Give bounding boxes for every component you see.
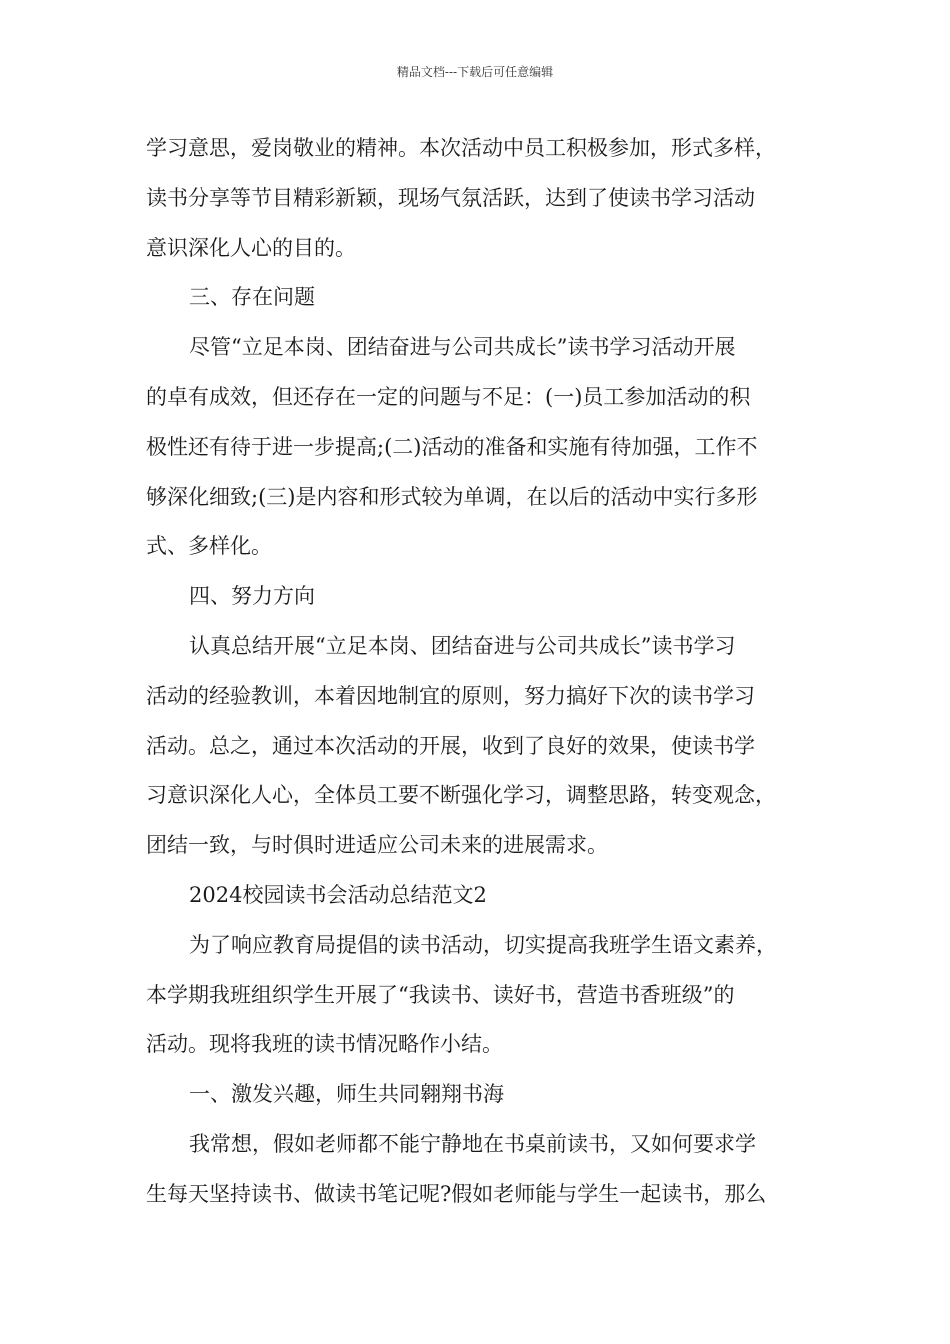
text-line: 够深化细致;(三)是内容和形式较为单调，在以后的活动中实行多形 (146, 484, 758, 509)
text-line: 学习意思，爱岗敬业的精神。本次活动中员工积极参加，形式多样， (146, 136, 776, 160)
text-line: 读书分享等节目精彩新颖，现场气氛活跃，达到了使读书学习活动 (146, 185, 755, 210)
text-line: 我常想，假如老师都不能宁静地在书桌前读书，又如何要求学 (189, 1131, 756, 1156)
text-line: 为了响应教育局提倡的读书活动，切实提高我班学生语文素养， (189, 932, 777, 957)
text-line: 活动。现将我班的读书情况略作小结。 (146, 1032, 503, 1057)
section-heading: 四、努力方向 (189, 584, 315, 609)
text-line: 式、多样化。 (146, 534, 272, 559)
text-line: 认真总结开展“立足本岗、团结奋进与公司共成长”读书学习 (189, 633, 736, 658)
text-line: 的卓有成效，但还存在一定的问题与不足：(一)员工参加活动的积 (146, 384, 751, 409)
text-line: 团结一致，与时俱时进适应公司未来的进展需求。 (146, 833, 608, 858)
text-line: 本学期我班组织学生开展了“我读书、读好书，营造书香班级”的 (146, 982, 735, 1007)
section-heading: 三、存在问题 (189, 285, 315, 310)
page-header: 精品文档---下载后可任意编辑 (396, 65, 554, 79)
document-title: 2024校园读书会活动总结范文2 (189, 882, 487, 907)
document-body (146, 124, 836, 1220)
text-line: 极性还有待于进一步提高;(二)活动的准备和实施有待加强，工作不 (146, 434, 758, 459)
text-line: 尽管“立足本岗、团结奋进与公司共成长”读书学习活动开展 (189, 335, 736, 360)
text-line: 活动的经验教训，本着因地制宜的原则，努力搞好下次的读书学习 (146, 683, 755, 708)
text-line: 习意识深化人心，全体员工要不断强化学习，调整思路，转变观念， (146, 783, 776, 808)
text-line: 活动。总之，通过本次活动的开展，收到了良好的效果，使读书学 (146, 733, 755, 758)
text-line: 生每天坚持读书、做读书笔记呢?假如老师能与学生一起读书，那么 (146, 1181, 767, 1206)
section-heading: 一、激发兴趣，师生共同翱翔书海 (189, 1082, 504, 1107)
text-line: 意识深化人心的目的。 (146, 235, 356, 260)
